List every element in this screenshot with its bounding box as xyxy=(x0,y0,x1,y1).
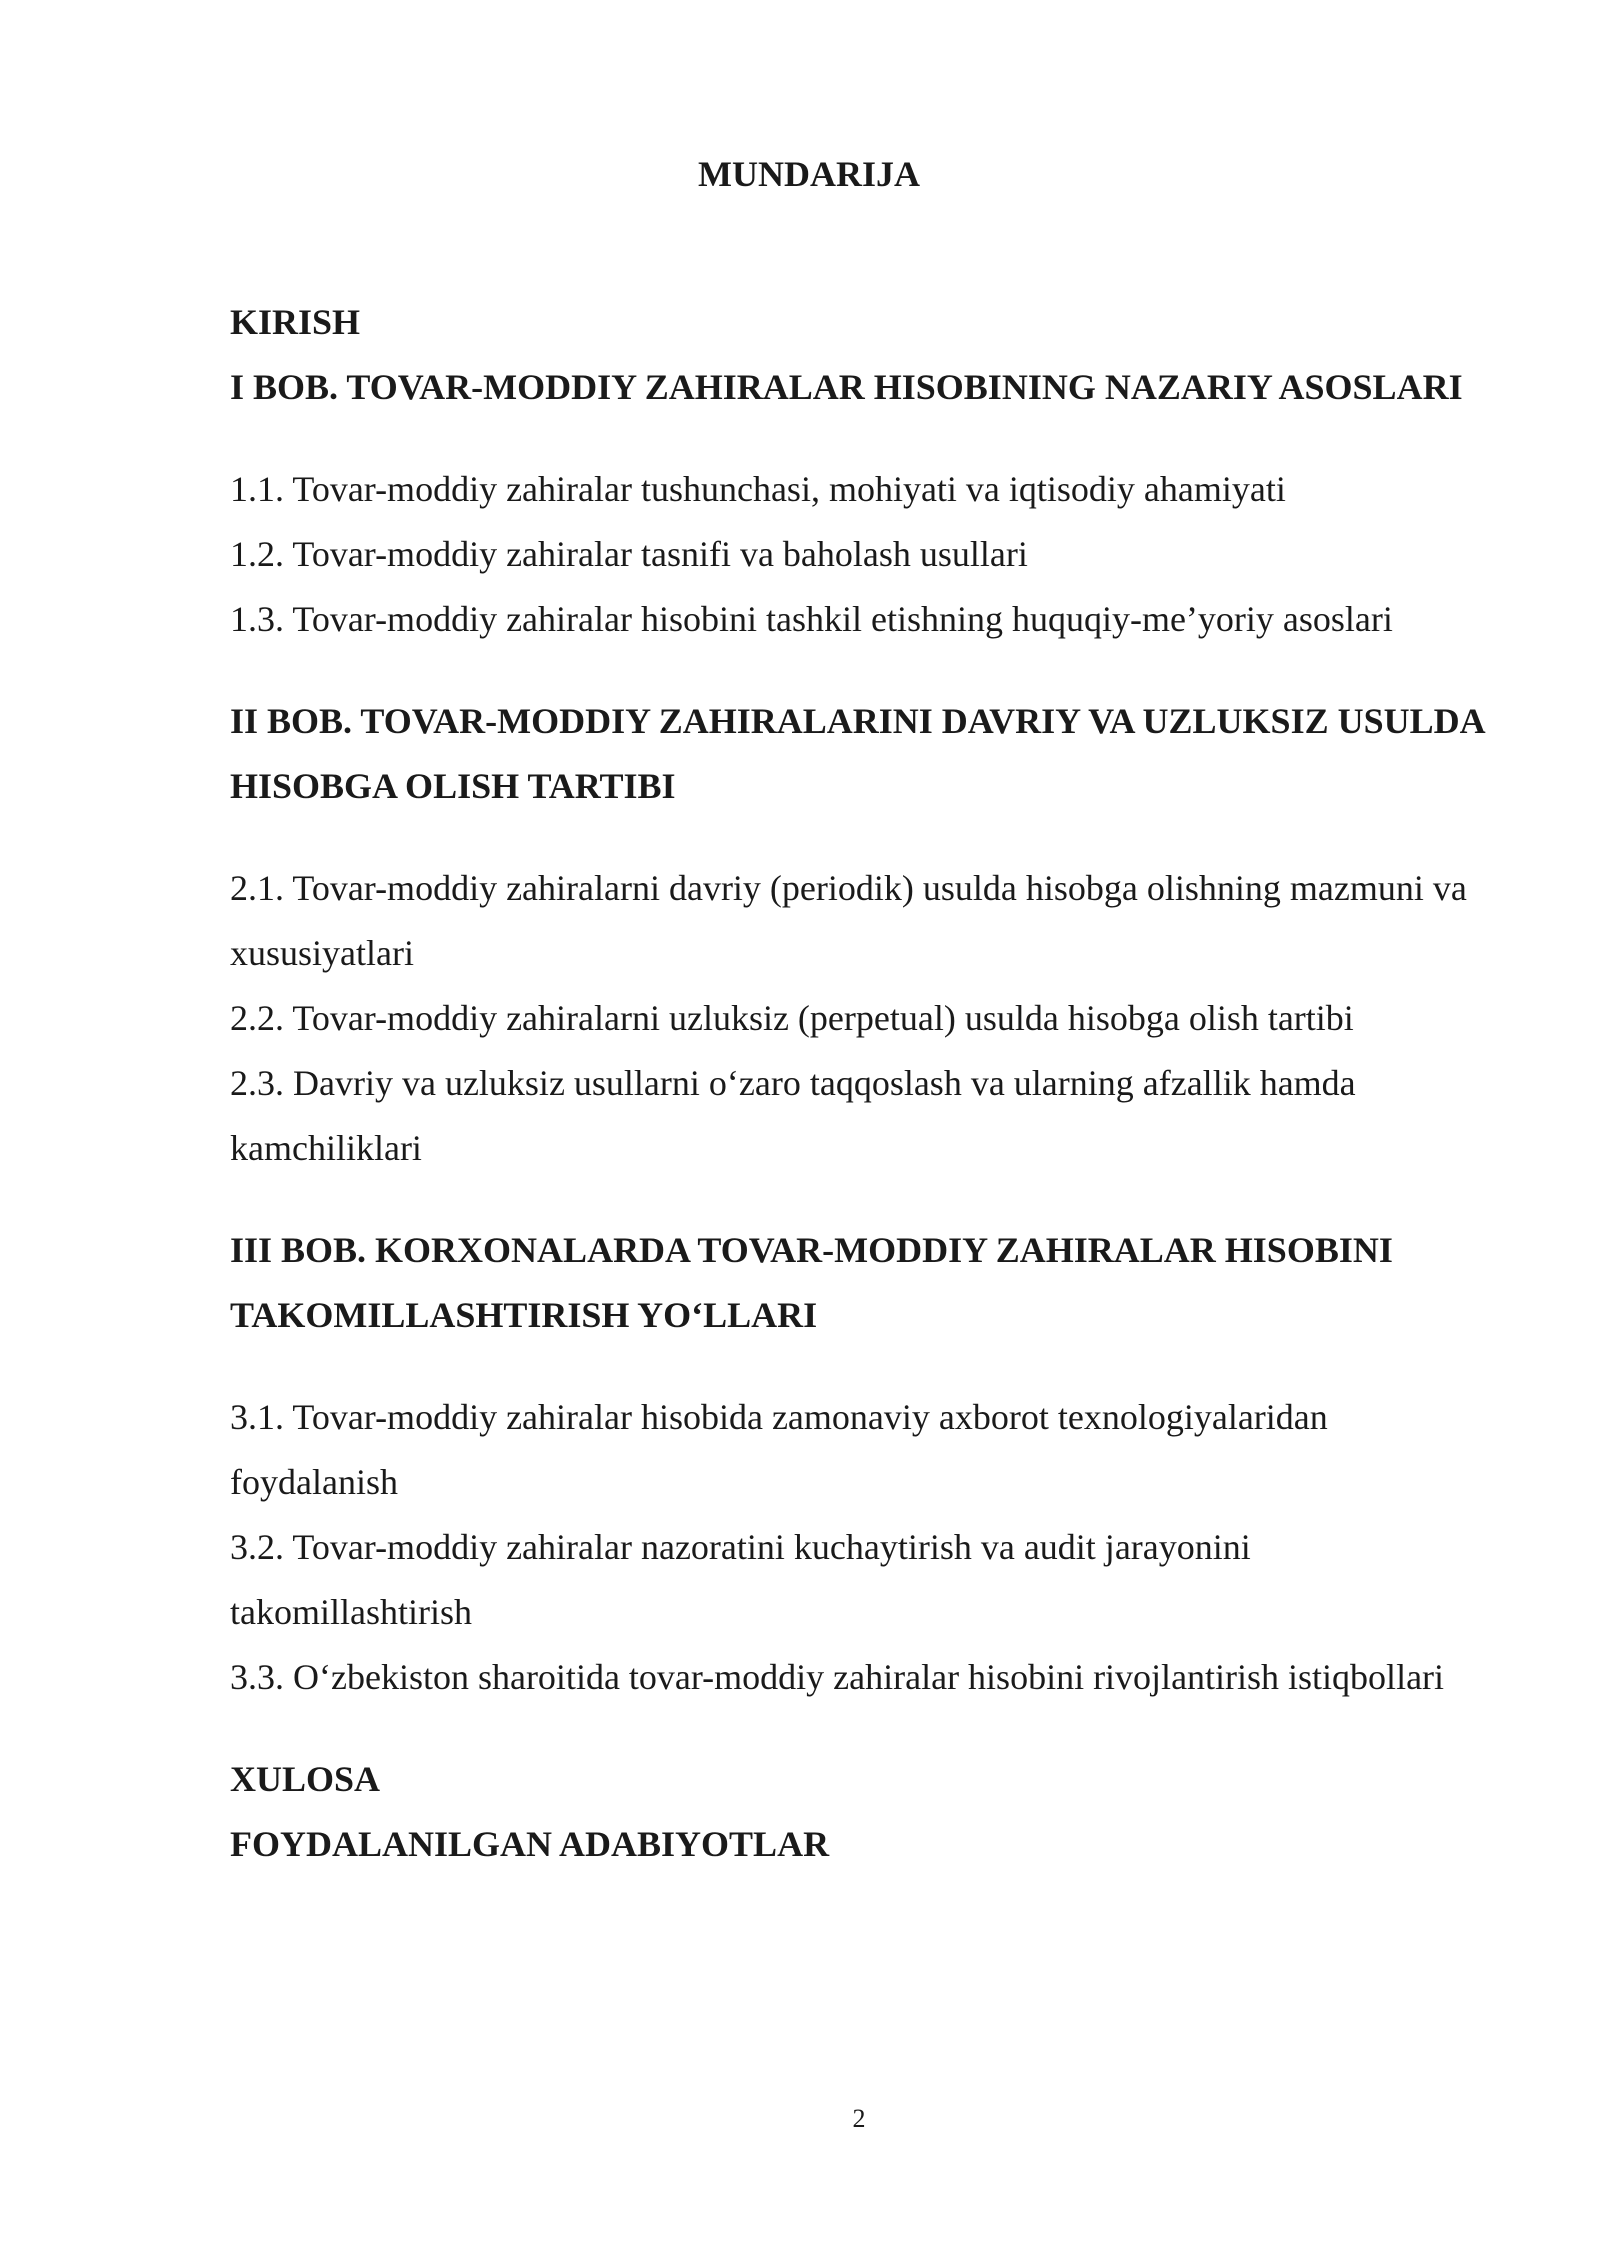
toc-chapter-1-heading: I BOB. TOVAR-MODDIY ZAHIRALAR HISOBINING NAZARIY ASOSLARI xyxy=(230,367,1463,407)
toc-item-3-3: 3.3. O‘zbekiston sharoitida tovar-moddiy zahiralar hisobini rivojlantirish istiqbollari xyxy=(230,1657,1445,1697)
toc-item-2-1: 2.1. Tovar-moddiy zahiralarni davriy (periodik) usulda hisobga olishning mazmuni va xususiyatlari xyxy=(230,868,1467,973)
toc-heading-conclusion: XULOSA xyxy=(230,1759,381,1799)
toc-chapter-2-heading: II BOB. TOVAR-MODDIY ZAHIRALARINI DAVRIY VA UZLUKSIZ USULDA HISOBGA OLISH TARTIBI xyxy=(230,701,1484,806)
toc-item-1-3: 1.3. Tovar-moddiy zahiralar hisobini tashkil etishning huquqiy-me’yoriy asoslari xyxy=(230,599,1393,639)
table-of-contents xyxy=(230,290,1500,1877)
toc-item-2-3: 2.3. Davriy va uzluksiz usullarni o‘zaro taqqoslash va ularning afzallik hamda kamchiliklari xyxy=(230,1063,1356,1168)
toc-item-3-2: 3.2. Tovar-moddiy zahiralar nazoratini kuchaytirish va audit jarayonini takomillashtirish xyxy=(230,1527,1251,1632)
toc-heading-references: FOYDALANILGAN ADABIYOTLAR xyxy=(230,1824,830,1864)
toc-heading-intro: KIRISH xyxy=(230,302,361,342)
page-title: MUNDARIJA xyxy=(698,154,920,194)
toc-item-3-1: 3.1. Tovar-moddiy zahiralar hisobida zamonaviy axborot texnologiyalaridan foydalanish xyxy=(230,1397,1328,1502)
toc-chapter-3-heading: III BOB. KORXONALARDA TOVAR-MODDIY ZAHIRALAR HISOBINI TAKOMILLASHTIRISH YO‘LLARI xyxy=(230,1230,1393,1335)
page-number: 2 xyxy=(852,2104,866,2133)
toc-item-2-2: 2.2. Tovar-moddiy zahiralarni uzluksiz (perpetual) usulda hisobga olish tartibi xyxy=(230,998,1354,1038)
toc-item-1-1: 1.1. Tovar-moddiy zahiralar tushunchasi, mohiyati va iqtisodiy ahamiyati xyxy=(230,469,1286,509)
toc-item-1-2: 1.2. Tovar-moddiy zahiralar tasnifi va baholash usullari xyxy=(230,534,1028,574)
